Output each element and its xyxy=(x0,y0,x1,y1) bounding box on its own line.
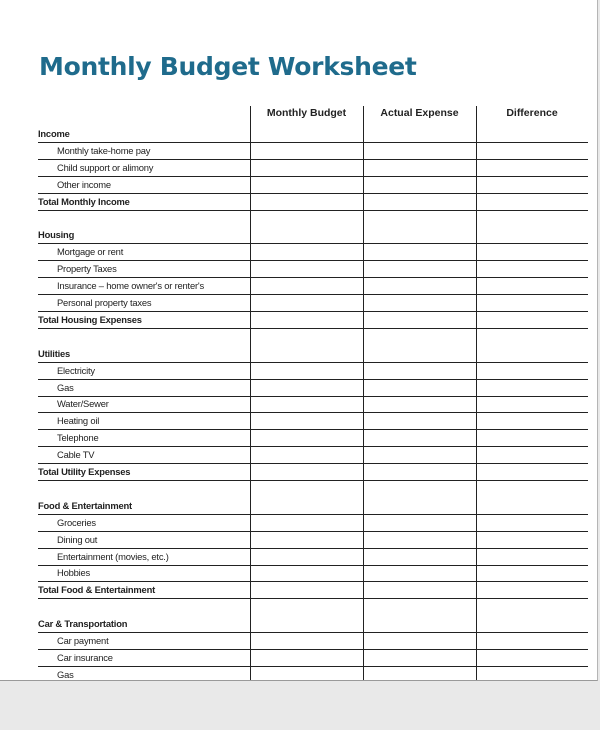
row-divider xyxy=(38,412,588,413)
row-divider xyxy=(38,159,588,160)
row-label: Hobbies xyxy=(57,567,90,579)
section-heading: Utilities xyxy=(38,347,71,359)
row-divider xyxy=(38,176,588,177)
row-label: Monthly take-home pay xyxy=(57,144,151,156)
row-divider xyxy=(38,328,588,329)
total-row-label: Total Utility Expenses xyxy=(38,466,131,477)
row-divider xyxy=(38,548,588,549)
row-divider xyxy=(38,210,588,211)
row-divider xyxy=(38,632,588,633)
row-label: Other income xyxy=(57,178,111,190)
row-divider xyxy=(38,277,588,278)
row-label: Child support or alimony xyxy=(57,161,154,173)
row-divider xyxy=(38,362,588,363)
row-label: Car insurance xyxy=(57,651,113,663)
row-divider xyxy=(38,193,588,194)
row-label: Electricity xyxy=(57,364,95,376)
total-row-label: Total Housing Expenses xyxy=(38,313,142,325)
row-divider xyxy=(38,446,588,447)
section-heading: Housing xyxy=(38,229,75,241)
section-heading: Income xyxy=(38,128,70,139)
row-divider xyxy=(38,463,588,464)
total-row-label: Total Monthly Income xyxy=(38,195,130,207)
row-divider xyxy=(38,311,588,312)
row-label: Gas xyxy=(57,381,74,393)
row-divider xyxy=(38,581,588,582)
row-divider xyxy=(38,429,588,430)
row-label: Car payment xyxy=(57,635,109,646)
column-header-difference: Difference xyxy=(506,107,558,119)
row-divider xyxy=(38,666,588,667)
column-header-monthly-budget: Monthly Budget xyxy=(266,107,347,119)
row-label: Insurance – home owner's or renter's xyxy=(57,280,204,292)
total-row-label: Total Food & Entertainment xyxy=(38,584,156,596)
row-divider xyxy=(38,531,588,532)
page-title: Monthly Budget Worksheet xyxy=(39,52,417,81)
row-divider xyxy=(38,379,588,380)
row-label: Entertainment (movies, etc.) xyxy=(57,550,169,562)
row-label: Telephone xyxy=(57,432,99,444)
row-label: Mortgage or rent xyxy=(57,246,124,258)
row-divider xyxy=(38,598,588,599)
row-divider xyxy=(38,396,588,397)
row-label: Personal property taxes xyxy=(57,297,152,308)
row-label: Cable TV xyxy=(57,449,95,461)
section-heading: Car & Transportation xyxy=(38,618,128,630)
row-divider xyxy=(38,142,588,143)
row-label: Dining out xyxy=(57,533,98,545)
column-header-actual-expense: Actual Expense xyxy=(380,107,459,119)
row-divider xyxy=(38,243,588,244)
row-divider xyxy=(38,514,588,515)
row-divider xyxy=(38,294,588,295)
row-divider xyxy=(38,565,588,566)
row-divider xyxy=(38,649,588,650)
row-divider xyxy=(38,480,588,481)
section-heading: Food & Entertainment xyxy=(38,499,132,511)
row-divider xyxy=(38,260,588,261)
row-label: Water/Sewer xyxy=(57,398,109,410)
row-label: Gas xyxy=(57,668,74,680)
row-label: Property Taxes xyxy=(57,263,117,275)
row-label: Heating oil xyxy=(57,415,100,427)
row-label: Groceries xyxy=(57,516,96,528)
